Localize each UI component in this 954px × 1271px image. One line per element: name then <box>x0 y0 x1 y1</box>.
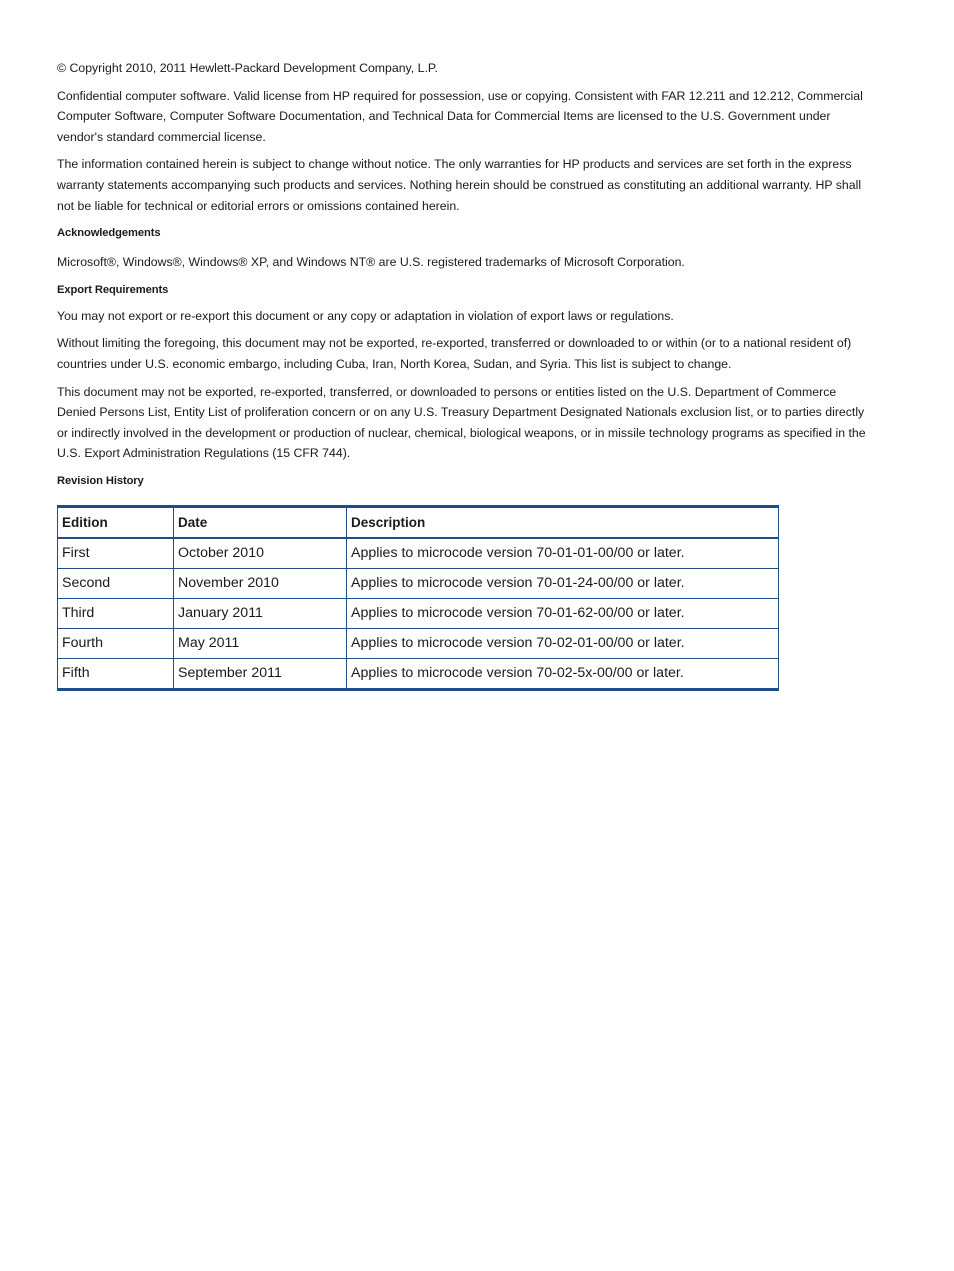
edition-cell: Fifth <box>58 658 174 689</box>
description-cell: Applies to microcode version 70-01-62-00/00 or later. <box>347 598 779 628</box>
acknowledgements-heading: Acknowledgements <box>57 227 161 240</box>
revision-history-table <box>57 505 779 691</box>
table-row <box>58 598 779 628</box>
export-paragraph: Without limiting the foregoing, this document may not be exported, re-exported, transferred or downloaded to or within (or to a national resident of) countries under U.S. economic embargo, including Cuba, Iran, North Korea, Sudan, and Syria. This list is subject to change. <box>57 336 852 371</box>
date-cell: January 2011 <box>174 598 347 628</box>
export-requirements-heading: Export Requirements <box>57 283 169 296</box>
column-header-description: Description <box>347 506 779 538</box>
date-cell: October 2010 <box>174 538 347 569</box>
edition-cell: Second <box>58 568 174 598</box>
export-paragraph: You may not export or re-export this document or any copy or adaptation in violation of export laws or regulations. <box>57 308 674 323</box>
license-paragraph: Confidential computer software. Valid license from HP required for possession, use or copying. Consistent with FAR 12.211 and 12.212, Commercial Computer Software, Computer Software Documentation, and Technical Data for Commercial Items are licensed to the U.S. Government under vendor's standard commercial license. <box>57 88 863 144</box>
table-row <box>58 538 779 569</box>
date-cell: November 2010 <box>174 568 347 598</box>
edition-cell: Third <box>58 598 174 628</box>
export-paragraph: This document may not be exported, re-exported, transferred, or downloaded to persons or entities listed on the U.S. Department of Commerce Denied Persons List, Entity List of proliferation concern or on any U.S. Treasury Department Designated Nationals exclusion list, or to parties directly or indirectly involved in the development or production of nuclear, chemical, biological weapons, or in missile technology programs as specified in the U.S. Export Administration Regulations (15 CFR 744). <box>57 384 866 461</box>
document-page <box>57 58 872 691</box>
description-cell: Applies to microcode version 70-02-01-00/00 or later. <box>347 628 779 658</box>
edition-cell: First <box>58 538 174 569</box>
description-cell: Applies to microcode version 70-01-01-00/00 or later. <box>347 538 779 569</box>
warranty-paragraph: The information contained herein is subject to change without notice. The only warranties for HP products and services are set forth in the express warranty statements accompanying such products and services. Nothing herein should be construed as constituting an additional warranty. HP shall not be liable for technical or editorial errors or omissions contained herein. <box>57 157 862 213</box>
table-row <box>58 658 779 689</box>
date-cell: September 2011 <box>174 658 347 689</box>
table-row <box>58 628 779 658</box>
column-header-date: Date <box>174 506 347 538</box>
revision-history-heading: Revision History <box>57 474 144 487</box>
date-cell: May 2011 <box>174 628 347 658</box>
description-cell: Applies to microcode version 70-01-24-00/00 or later. <box>347 568 779 598</box>
copyright-notice: © Copyright 2010, 2011 Hewlett-Packard Development Company, L.P. <box>57 61 438 75</box>
edition-cell: Fourth <box>58 628 174 658</box>
acknowledgements-text: Microsoft®, Windows®, Windows® XP, and Windows NT® are U.S. registered trademarks of Microsoft Corporation. <box>57 255 685 270</box>
table-row <box>58 568 779 598</box>
column-header-edition: Edition <box>58 506 174 538</box>
description-cell: Applies to microcode version 70-02-5x-00/00 or later. <box>347 658 779 689</box>
table-header-row <box>58 506 779 538</box>
